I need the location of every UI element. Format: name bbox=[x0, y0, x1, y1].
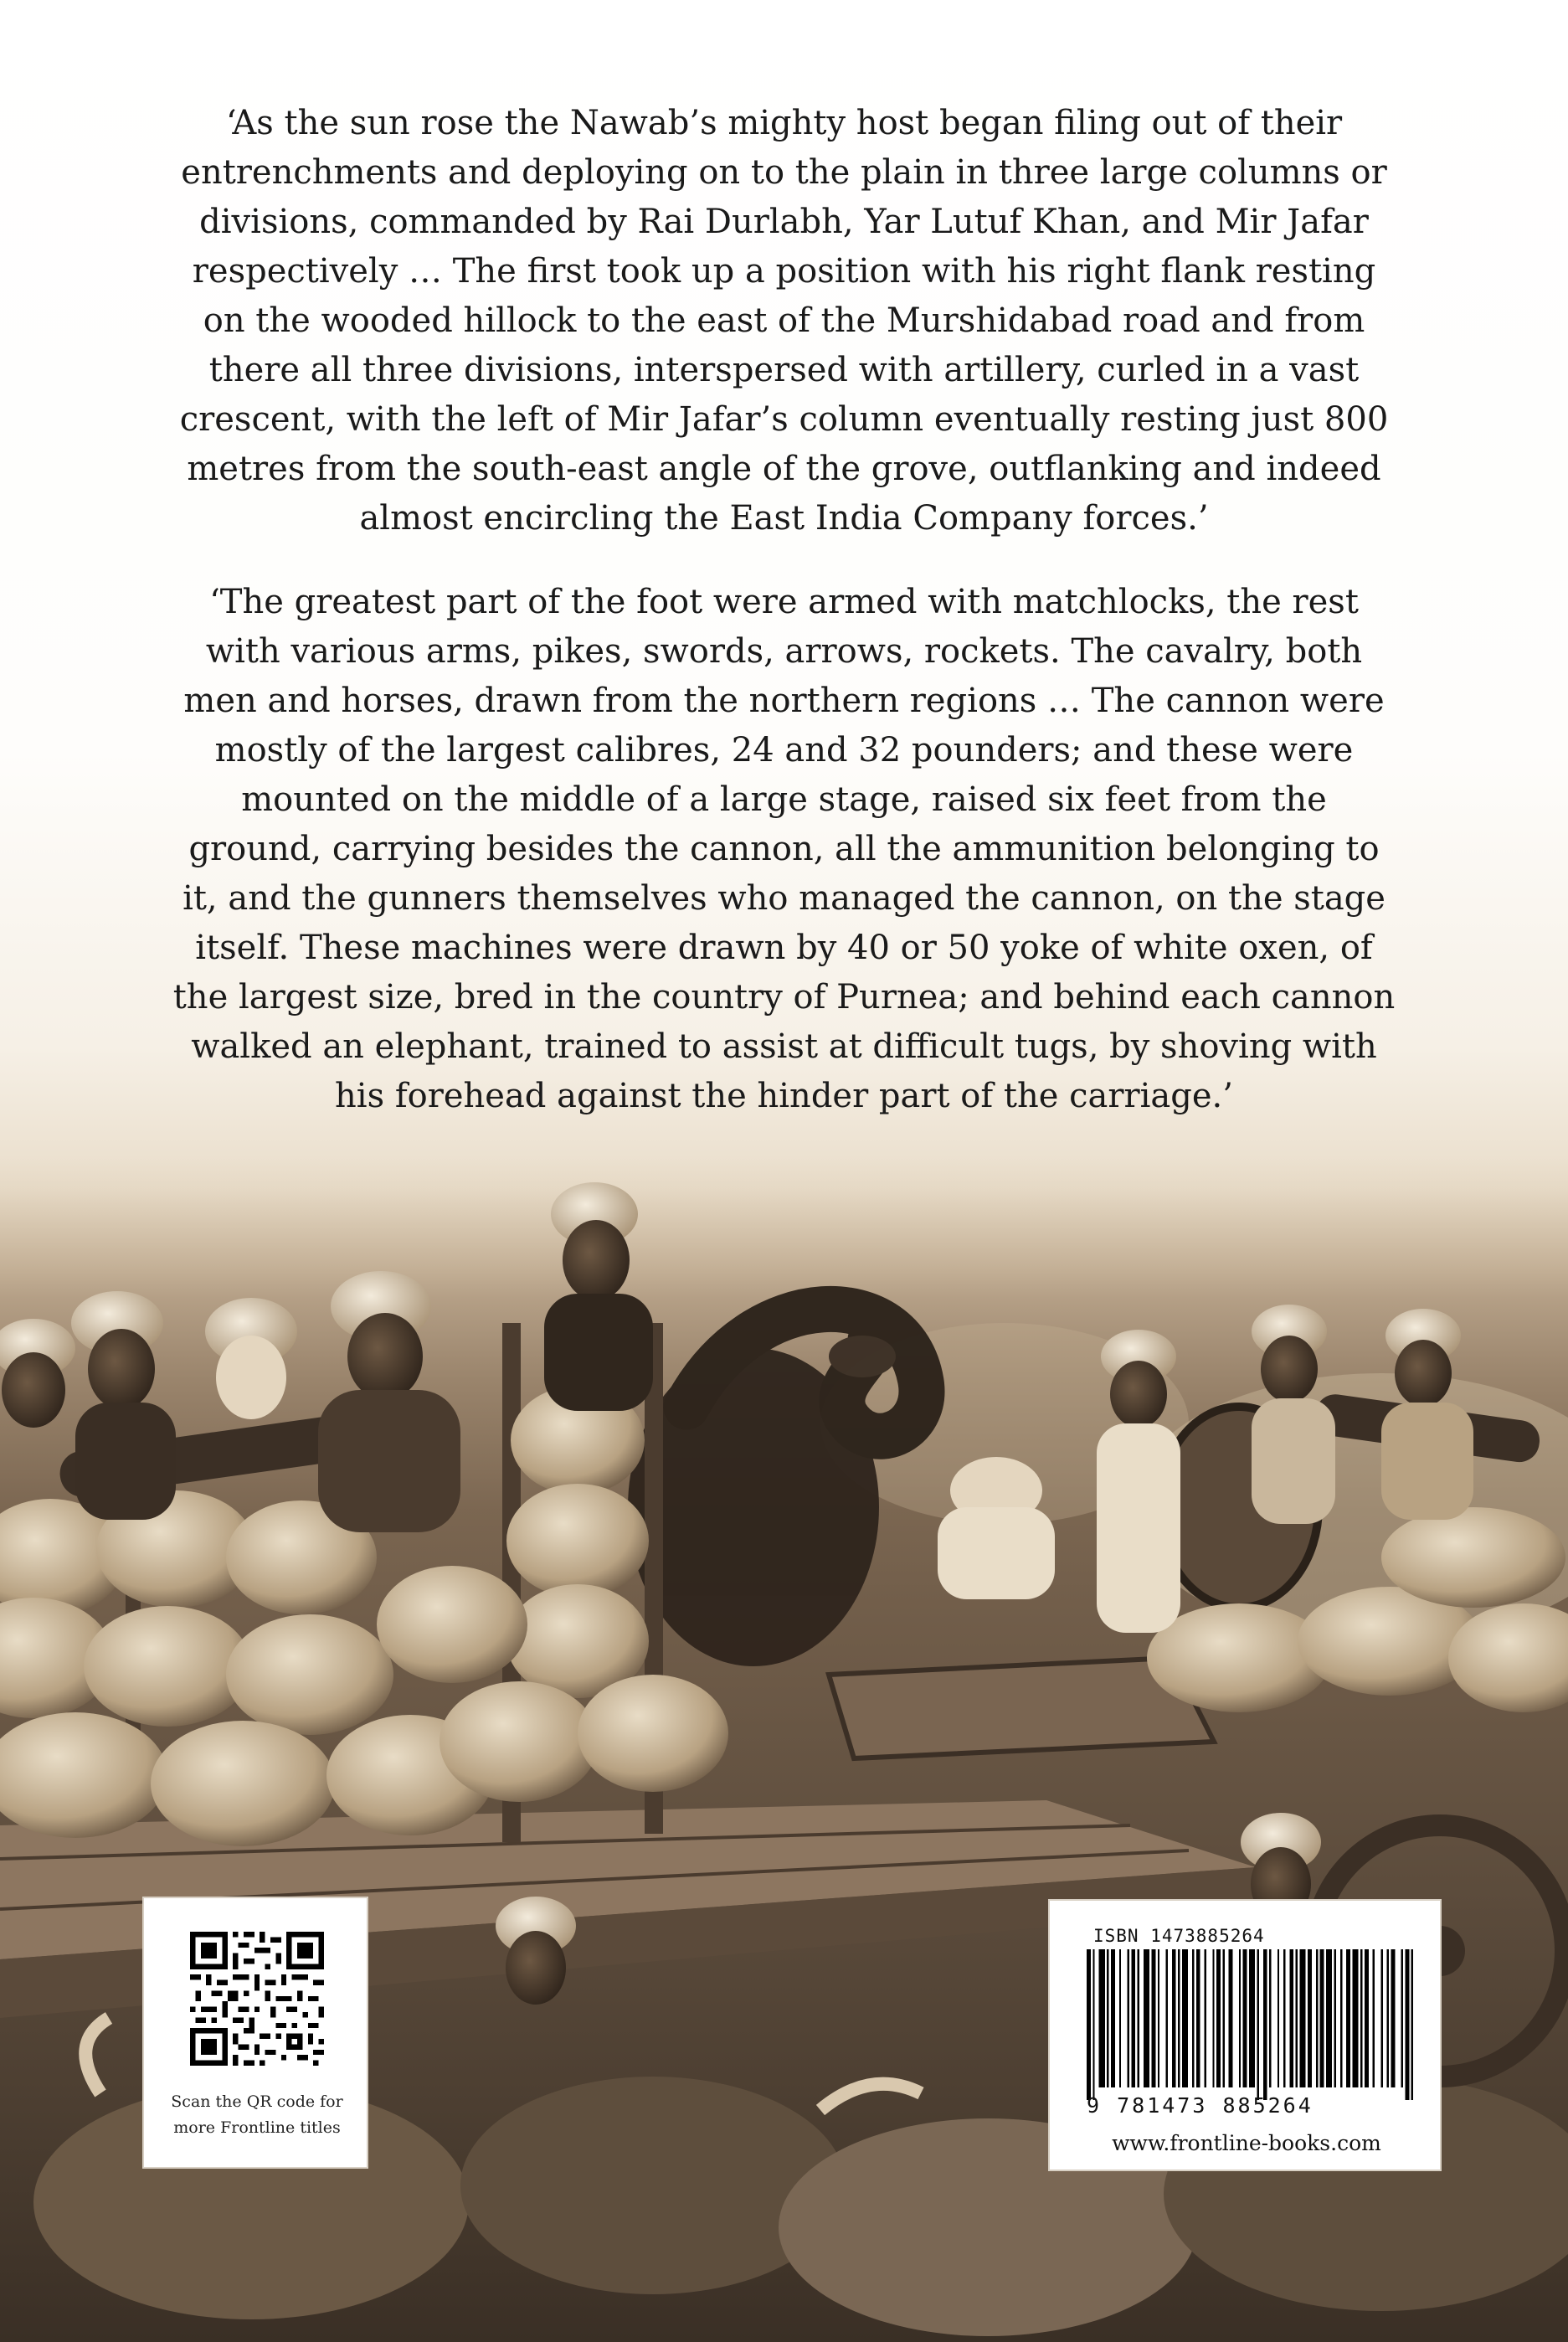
barcode-bar bbox=[1340, 1949, 1342, 2087]
quote-line: on the wooded hillock to the east of the Murshidabad road and from bbox=[203, 301, 1365, 340]
barcode-bar bbox=[1401, 1949, 1403, 2087]
barcode-bar bbox=[1326, 1949, 1332, 2087]
qr-code-panel bbox=[142, 1897, 368, 2169]
barcode-bar bbox=[1391, 1949, 1396, 2087]
barcode-bar bbox=[1138, 1949, 1139, 2087]
barcode-bar bbox=[1283, 1949, 1285, 2087]
barcode-bar bbox=[1308, 1949, 1312, 2087]
barcode-bar bbox=[1352, 1949, 1358, 2087]
barcode-bar bbox=[1212, 1949, 1214, 2087]
barcode-digits: 9 781473 885264 bbox=[1087, 2093, 1314, 2118]
qr-code-icon[interactable] bbox=[190, 1932, 324, 2066]
barcode-bar bbox=[1152, 1949, 1156, 2087]
quote-paragraph-1 bbox=[117, 99, 1451, 543]
publisher-url[interactable]: www.frontline-books.com bbox=[1112, 2131, 1381, 2155]
barcode-bar bbox=[1172, 1949, 1176, 2087]
barcode-bar bbox=[1178, 1949, 1180, 2087]
barcode-bar bbox=[1222, 1949, 1224, 2087]
barcode-bar bbox=[1380, 1949, 1382, 2087]
barcode-bar bbox=[1192, 1949, 1194, 2087]
quote-line: respectively … The first took up a position with his right flank resting bbox=[192, 252, 1376, 291]
gunner bbox=[1381, 1309, 1473, 1520]
quote-line: mostly of the largest calibres, 24 and 32 pounders; and these were bbox=[214, 731, 1354, 770]
quote-line: walked an elephant, trained to assist at difficult tugs, by shoving with bbox=[191, 1027, 1377, 1066]
barcode-bar bbox=[1099, 1949, 1105, 2087]
barcode-bar bbox=[1166, 1949, 1168, 2087]
barcode-bar bbox=[1092, 1949, 1094, 2100]
barcode-bar bbox=[1229, 1949, 1233, 2087]
barcode-bar bbox=[1346, 1949, 1350, 2087]
quote-line: the largest size, bred in the country of Purnea; and behind each cannon bbox=[172, 978, 1396, 1017]
barcode-panel bbox=[1048, 1899, 1442, 2171]
quote-line: it, and the gunners themselves who managed the cannon, on the stage bbox=[183, 879, 1385, 918]
quote-line: ‘The greatest part of the foot were armed with matchlocks, the rest bbox=[209, 583, 1359, 621]
barcode-bar bbox=[1216, 1949, 1221, 2087]
quote-line: men and horses, drawn from the northern regions … The cannon were bbox=[183, 682, 1385, 720]
quote-line: with various arms, pikes, swords, arrows, rockets. The cavalry, both bbox=[205, 632, 1363, 671]
barcode-bar bbox=[1249, 1949, 1255, 2087]
quote-line: mounted on the middle of a large stage, raised six feet from the bbox=[241, 780, 1327, 819]
barcode-bar bbox=[1119, 1949, 1121, 2087]
quote-line: ‘As the sun rose the Nawab’s mighty host began filing out of their bbox=[225, 104, 1343, 142]
quote-line: there all three divisions, interspersed with artillery, curled in a vast bbox=[208, 351, 1360, 389]
qr-caption-line: more Frontline titles bbox=[173, 2118, 341, 2137]
qr-caption-line: Scan the QR code for bbox=[171, 2092, 343, 2111]
barcode-bar bbox=[1360, 1949, 1362, 2087]
barcode-bar bbox=[1289, 1949, 1293, 2087]
barcode-bar bbox=[1158, 1949, 1159, 2087]
barcode-bar bbox=[1405, 1949, 1409, 2100]
barcode-bar bbox=[1269, 1949, 1271, 2087]
quote-line: entrenchments and deploying on to the plain in three large columns or bbox=[181, 153, 1387, 192]
barcode-bar bbox=[1087, 1949, 1091, 2100]
barcode-bar bbox=[1299, 1949, 1305, 2087]
barcode-bar bbox=[1320, 1949, 1324, 2087]
barcode-bar bbox=[1196, 1949, 1200, 2087]
barcode-bar bbox=[1316, 1949, 1318, 2087]
barcode-bar bbox=[1387, 1949, 1389, 2087]
quote-line: ground, carrying besides the cannon, all the ammunition belonging to bbox=[188, 830, 1380, 868]
barcode-bar bbox=[1127, 1949, 1128, 2087]
barcode-bar bbox=[1411, 1949, 1413, 2100]
gunner-crouching bbox=[938, 1457, 1055, 1599]
barcode-bar bbox=[1243, 1949, 1247, 2087]
barcode-bar bbox=[1263, 1949, 1267, 2100]
quote-line: almost encircling the East India Company forces.’ bbox=[359, 499, 1209, 538]
quote-paragraph-2 bbox=[117, 578, 1451, 1121]
isbn-label: ISBN 1473885264 bbox=[1093, 1926, 1265, 1946]
quote-line: crescent, with the left of Mir Jafar’s column eventually resting just 800 bbox=[179, 400, 1389, 439]
barcode-bar bbox=[1373, 1949, 1375, 2087]
barcode-bar bbox=[1278, 1949, 1279, 2087]
barcode-bar bbox=[1205, 1949, 1206, 2087]
quote-line: his forehead against the hinder part of the carriage.’ bbox=[335, 1077, 1233, 1115]
barcode-bar bbox=[1334, 1949, 1336, 2087]
gunner bbox=[1252, 1305, 1335, 1524]
barcode-icon bbox=[1087, 1949, 1417, 2100]
barcode-bar bbox=[1131, 1949, 1135, 2087]
qr-caption bbox=[144, 2089, 370, 2141]
barcode-bar bbox=[1365, 1949, 1369, 2087]
quote-line: metres from the south-east angle of the grove, outflanking and indeed bbox=[187, 450, 1381, 488]
barcode-bar bbox=[1144, 1949, 1149, 2087]
barcode-bar bbox=[1182, 1949, 1188, 2087]
barcode-bar bbox=[1296, 1949, 1298, 2087]
barcode-bar bbox=[1111, 1949, 1115, 2087]
barcode-bar bbox=[1257, 1949, 1259, 2100]
barcode-bar bbox=[1107, 1949, 1108, 2087]
quote-line: divisions, commanded by Rai Durlabh, Yar Lutuf Khan, and Mir Jafar bbox=[199, 203, 1369, 241]
quote-line: itself. These machines were drawn by 40 or 50 yoke of white oxen, of bbox=[195, 929, 1373, 967]
barcode-bar bbox=[1239, 1949, 1241, 2087]
